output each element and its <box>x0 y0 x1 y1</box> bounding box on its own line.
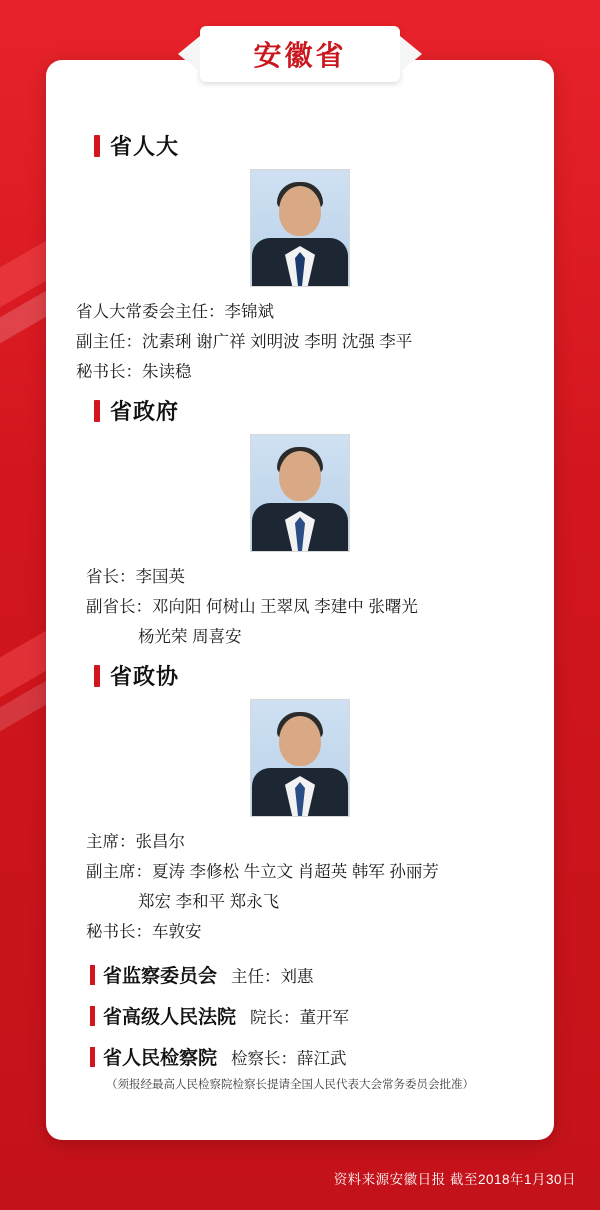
text-line: 副主席：夏涛 李修松 牛立文 肖超英 韩军 孙丽芳 <box>86 863 439 881</box>
section-marker-icon <box>94 135 100 157</box>
section-title: 省政协 <box>110 664 180 689</box>
row-title: 省监察委员会 <box>103 966 218 987</box>
row-value: 主任：刘惠 <box>231 967 314 986</box>
section-lines-renda <box>76 297 524 387</box>
text-line: 秘书长：朱读稳 <box>76 363 192 381</box>
section-lines-zhengfu <box>76 562 524 652</box>
portrait-container <box>76 434 524 552</box>
portrait-head <box>279 186 321 236</box>
section-header-renda <box>94 130 524 161</box>
section-marker-icon <box>94 400 100 422</box>
portrait-head <box>279 451 321 501</box>
page-title: 安徽省 <box>253 40 347 71</box>
section-marker-icon <box>90 1047 95 1067</box>
row-gaojirenminfayuan <box>90 1002 524 1029</box>
text-line: 秘书长：车敦安 <box>86 923 202 941</box>
section-marker-icon <box>90 1006 95 1026</box>
text-line: 主席：张昌尔 <box>86 833 185 851</box>
text-line: 副主任：沈素琍 谢广祥 刘明波 李明 沈强 李平 <box>76 333 413 351</box>
source-footer: 资料来源安徽日报 截至2018年1月30日 <box>333 1172 576 1187</box>
portrait-photo <box>250 699 350 817</box>
portrait-head <box>279 716 321 766</box>
row-title: 省高级人民法院 <box>103 1007 237 1028</box>
section-header-zhengxie <box>94 660 524 691</box>
content-card <box>46 60 554 1140</box>
portrait-container <box>76 699 524 817</box>
section-header-zhengfu <box>94 395 524 426</box>
section-title: 省政府 <box>110 399 180 424</box>
section-marker-icon <box>90 965 95 985</box>
text-line: 副省长：邓向阳 何树山 王翠凤 李建中 张曙光 <box>86 598 418 616</box>
section-lines-zhengxie <box>76 827 524 947</box>
portrait-photo <box>250 169 350 287</box>
page-title-banner <box>200 26 400 82</box>
row-value: 院长：董开军 <box>250 1008 350 1027</box>
portrait-container <box>76 169 524 287</box>
text-line: 省长：李国英 <box>86 568 185 586</box>
row-value: 检察长：薛江武 <box>231 1049 347 1068</box>
row-title: 省人民检察院 <box>103 1048 218 1069</box>
portrait-photo <box>250 434 350 552</box>
row-jianchaweiyuanhui <box>90 961 524 988</box>
text-line: 杨光荣 周喜安 <box>138 628 242 646</box>
text-line: 省人大常委会主任：李锦斌 <box>76 303 274 321</box>
section-marker-icon <box>94 665 100 687</box>
section-title: 省人大 <box>110 134 180 159</box>
row-renminjianchayuan <box>90 1043 524 1070</box>
card-content <box>46 60 554 1102</box>
text-line: 郑宏 李和平 郑永飞 <box>138 893 280 911</box>
footnote: （须报经最高人民检察院检察长提请全国人民代表大会常务委员会批准） <box>106 1079 474 1091</box>
